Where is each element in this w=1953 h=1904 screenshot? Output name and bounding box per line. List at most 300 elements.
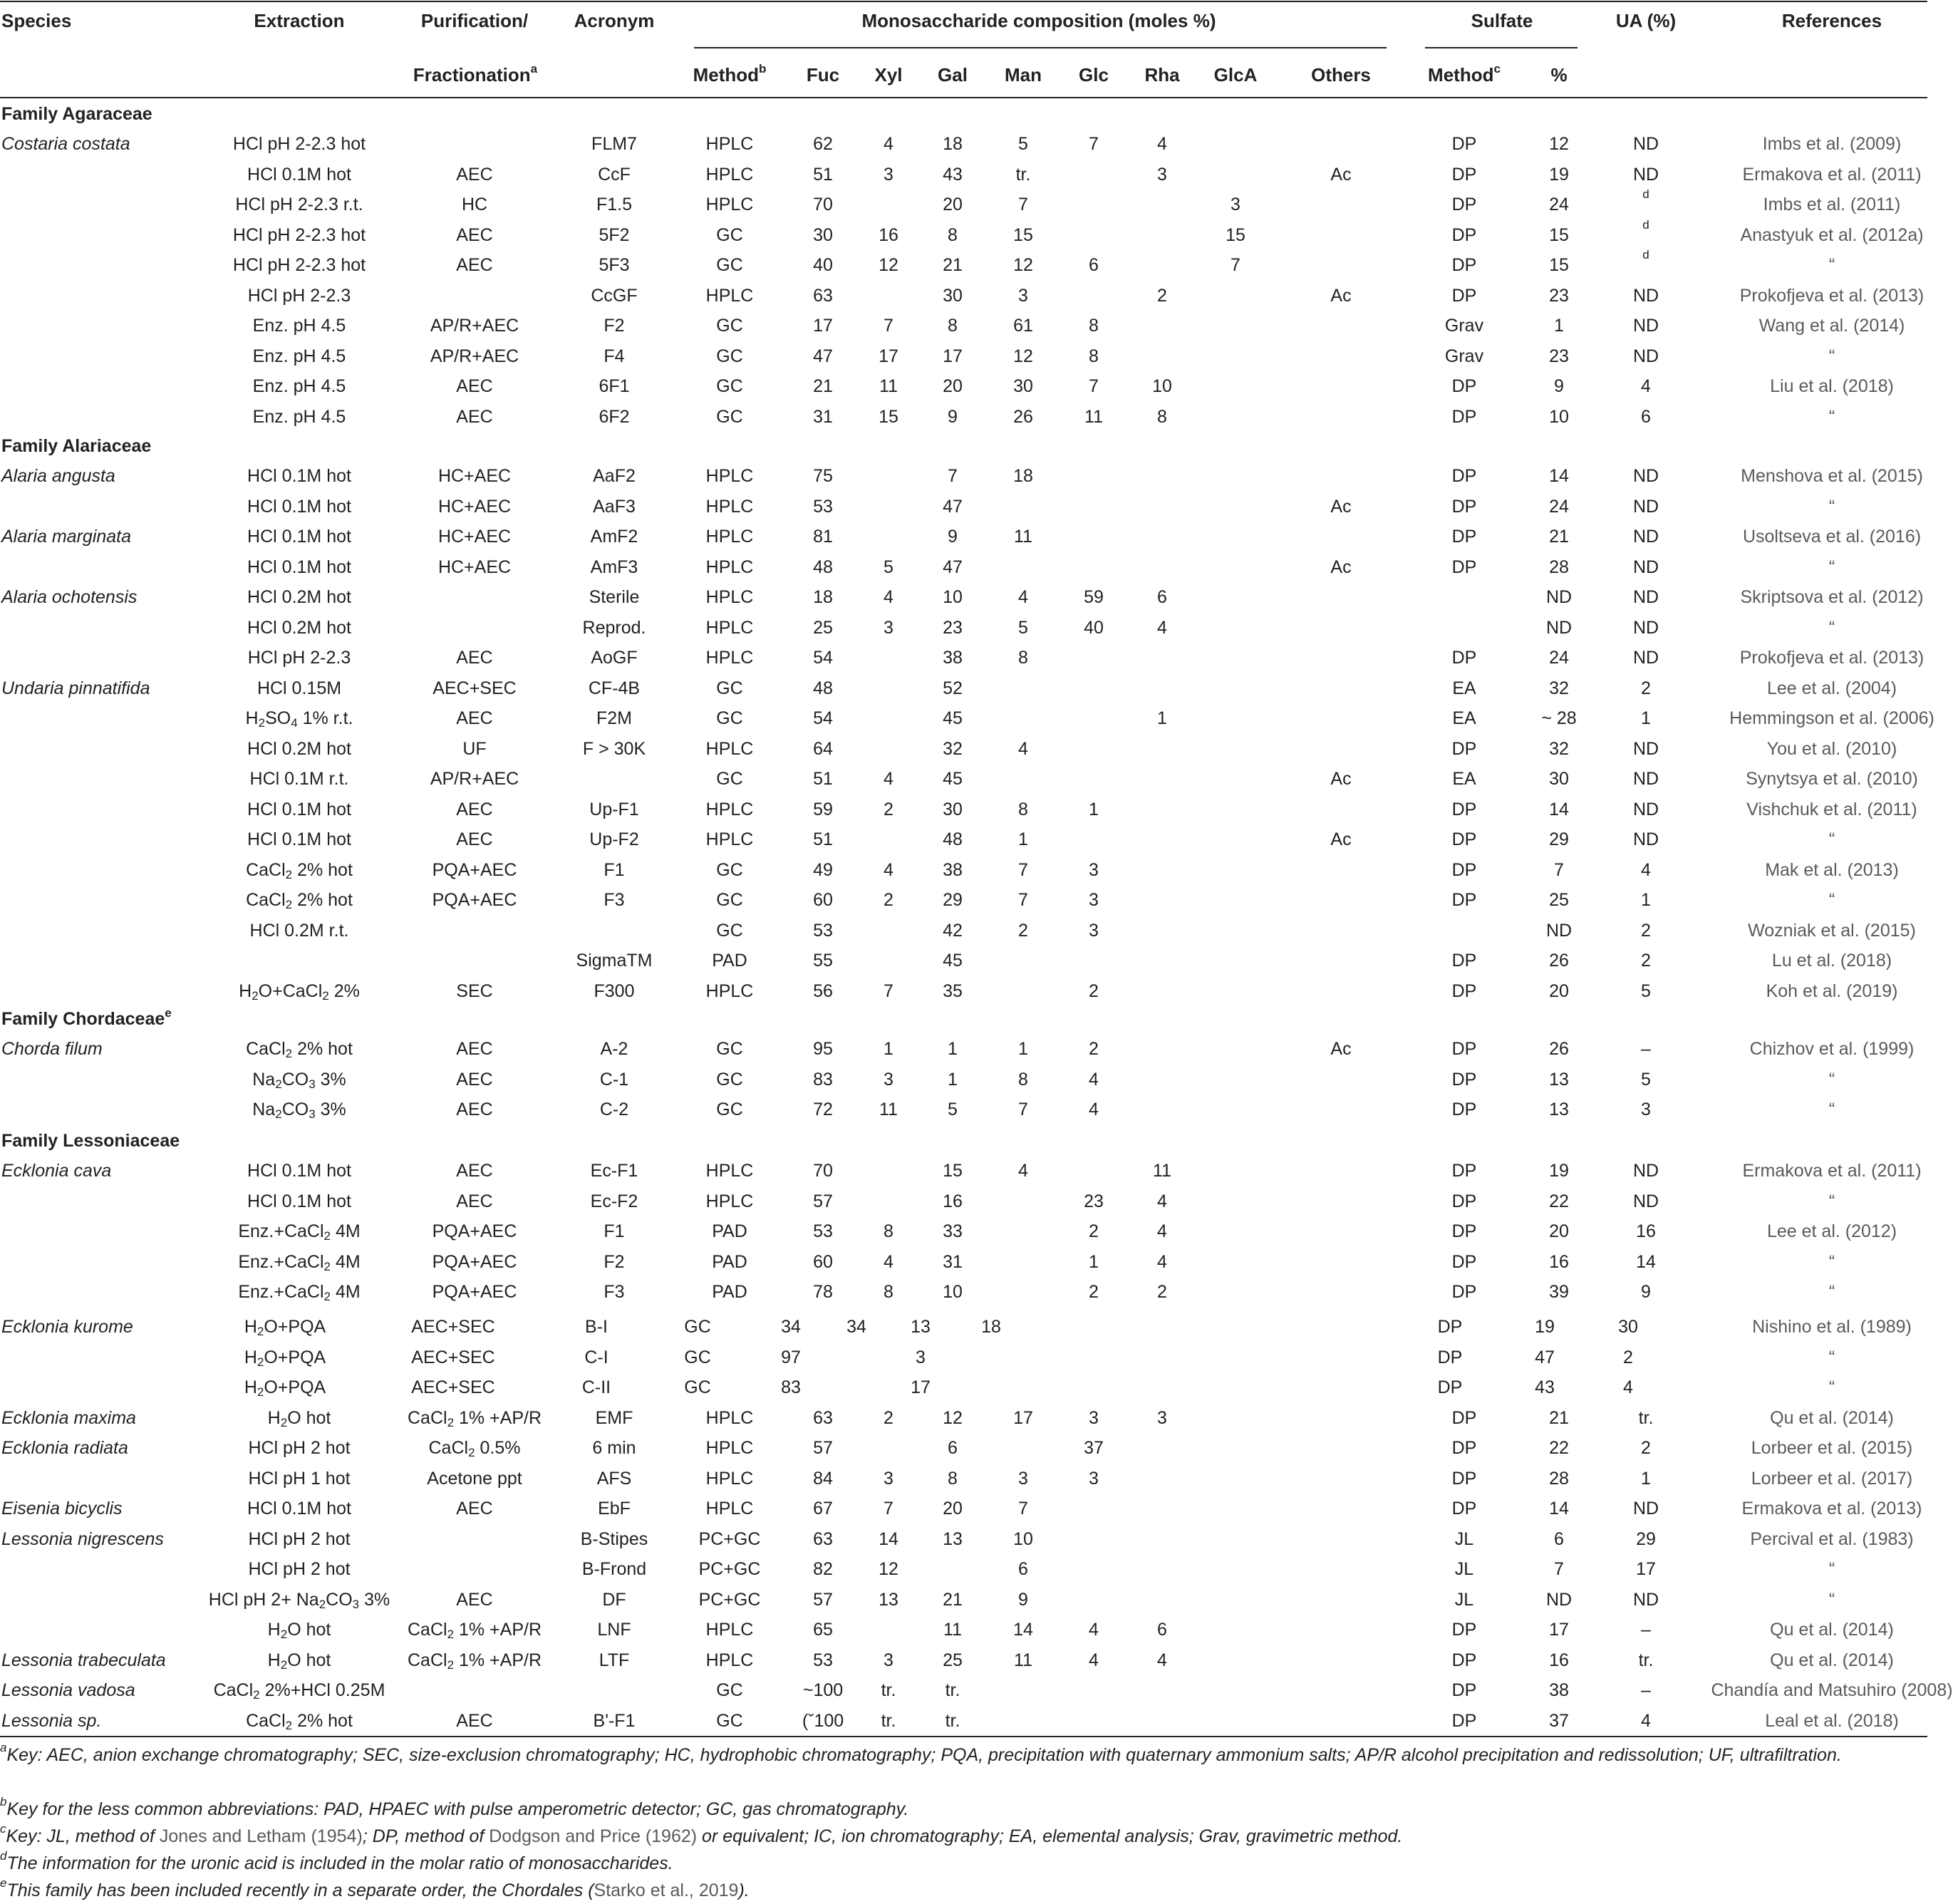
fuc-cell: 53 (813, 496, 833, 517)
reference-cell[interactable]: Koh et al. (2019) (1766, 981, 1898, 1001)
extraction-cell: CaCl$_2$ 2%+HCl 0.25M (213, 1680, 385, 1702)
sulfate-percent-cell: 14 (1549, 1499, 1569, 1518)
reference-cell[interactable]: Ermakova et al. (2011) (1742, 164, 1922, 185)
reference-cell[interactable]: “ (1828, 1347, 1835, 1367)
sulfate-percent-cell: 13 (1549, 1100, 1569, 1119)
reference-cell[interactable]: Lu et al. (2018) (1771, 951, 1892, 971)
header-references: References (1781, 10, 1882, 31)
purification-cell: AEC (456, 1710, 493, 1731)
purification-cell: AEC (456, 1499, 493, 1518)
ua-cell: d (1642, 217, 1649, 232)
method-cell: HPLC (705, 617, 754, 638)
reference-cell[interactable]: Qu et al. (2014) (1770, 1650, 1894, 1670)
extraction-cell: $H_2O+PQA$ (244, 1347, 326, 1369)
glc-cell: 7 (1089, 134, 1099, 154)
reference-cell[interactable]: “ (1828, 406, 1835, 427)
method-cell: GC (716, 1710, 743, 1731)
ua-cell: ND (1632, 134, 1659, 154)
method-cell: GC (716, 1100, 743, 1119)
species-cell: Alaria ochotensis (1, 587, 138, 607)
extraction-cell: HCl pH 2-2.3 (247, 648, 351, 668)
purification-cell: CaCl$_2$ 1% +AP/R (407, 1407, 542, 1429)
man-cell: 4 (1018, 1161, 1028, 1181)
acronym-cell: AmF3 (590, 557, 638, 577)
fuc-cell: 95 (813, 1039, 833, 1059)
gal-cell: tr. (945, 1680, 960, 1700)
method-cell: HPLC (705, 285, 754, 306)
ua-cell: ND (1632, 164, 1659, 185)
purification-cell: AEC (456, 255, 493, 275)
purification-cell: AEC (456, 164, 493, 185)
reference-cell[interactable]: “ (1828, 1589, 1835, 1610)
ua-cell: d (1642, 248, 1649, 262)
purification-cell: PQA+AEC (432, 890, 517, 910)
gal-cell: 10 (943, 1282, 963, 1302)
acronym-cell: Up-F1 (589, 799, 639, 819)
acronym-cell: AoGF (591, 648, 638, 668)
acronym-cell: F2 (603, 316, 625, 336)
reference-cell[interactable]: Lorbeer et al. (2015) (1751, 1438, 1913, 1458)
sulfate-percent-cell: ND (1545, 617, 1573, 638)
sulfate-percent-cell: 23 (1549, 346, 1569, 366)
extraction-cell: HCl 0.1M hot (247, 829, 351, 849)
reference-cell[interactable]: Nishino et al. (1989) (1752, 1317, 1912, 1337)
man-cell: 30 (1013, 376, 1033, 396)
xyl-cell: 3 (884, 164, 893, 185)
reference-cell[interactable]: Qu et al. (2014) (1770, 1407, 1894, 1428)
reference-cell[interactable]: Lee et al. (2004) (1766, 678, 1897, 698)
acronym-cell: C-I (584, 1347, 608, 1367)
acronym-cell: C-II (581, 1377, 611, 1397)
acronym-cell: B'-F1 (593, 1710, 636, 1731)
reference-cell[interactable]: Synytsya et al. (2010) (1746, 769, 1918, 789)
reference-cell[interactable]: “ (1828, 1251, 1835, 1272)
fuc-cell: 21 (813, 376, 833, 396)
rha-cell: 3 (1157, 1407, 1167, 1428)
sulfate-method-cell: DP (1451, 1710, 1477, 1731)
extraction-cell: HCl 0.1M hot (247, 164, 351, 185)
purification-cell: AEC (456, 406, 493, 427)
xyl-cell: 13 (879, 1589, 898, 1610)
footnote-b: $^b$Key for the less common abbreviations: PAD, HPAEC with pulse amperometric detector; GC, gas chromatography. (0, 1795, 909, 1819)
header-fuc: Fuc (806, 64, 840, 86)
reference-cell[interactable]: Usoltseva et al. (2016) (1742, 527, 1922, 547)
man-cell: 1 (1018, 1039, 1028, 1059)
mono-subrule (694, 47, 1387, 48)
acronym-cell: F4 (603, 346, 625, 366)
man-cell: 1 (1018, 829, 1028, 849)
sulfate-percent-cell: 22 (1549, 1191, 1569, 1211)
method-cell: HPLC (705, 738, 754, 759)
xyl-cell: 4 (884, 859, 893, 880)
reference-cell[interactable]: Wang et al. (2014) (1758, 316, 1905, 336)
extraction-cell: HCl 0.2M hot (247, 738, 351, 759)
xyl-cell: 2 (884, 890, 893, 910)
footnote-c-ref-dodgson[interactable]: Dodgson and Price (1962) (489, 1826, 698, 1846)
header-ua: UA (%) (1615, 10, 1677, 31)
acronym-cell: SigmaTM (576, 951, 653, 971)
sulfate-method-cell: DP (1451, 648, 1477, 668)
sulfate-percent-cell: 37 (1549, 1710, 1569, 1731)
xyl-cell: 2 (884, 1407, 893, 1428)
acronym-cell: C-1 (599, 1069, 629, 1090)
ua-cell: 4 (1641, 859, 1651, 880)
extraction-cell: Enz. pH 4.5 (252, 346, 346, 366)
man-cell: 61 (1013, 316, 1033, 336)
sulfate-percent-cell: 13 (1549, 1069, 1569, 1090)
ua-cell: 29 (1636, 1528, 1656, 1549)
rha-cell: 6 (1157, 1620, 1167, 1640)
reference-cell[interactable]: Qu et al. (2014) (1770, 1620, 1894, 1640)
reference-cell[interactable]: “ (1828, 1282, 1835, 1302)
gal-cell: 45 (943, 951, 963, 971)
xyl-cell: 11 (879, 1100, 898, 1119)
ua-cell: 16 (1636, 1221, 1656, 1241)
reference-cell[interactable]: “ (1828, 829, 1835, 849)
reference-cell[interactable]: Skriptsova et al. (2012) (1740, 587, 1924, 607)
sulfate-method-cell: DP (1437, 1347, 1463, 1367)
sulfate-method-cell: DP (1451, 164, 1477, 185)
glc-cell: 2 (1089, 981, 1099, 1001)
sulfate-percent-cell: 24 (1549, 195, 1569, 214)
man-cell: tr. (1015, 164, 1031, 185)
reference-cell[interactable]: Menshova et al. (2015) (1741, 466, 1923, 486)
reference-cell[interactable]: “ (1828, 617, 1835, 638)
extraction-cell: CaCl$_2$ 2% hot (246, 890, 353, 911)
method-cell: PAD (712, 1251, 747, 1272)
species-cell: Undaria pinnatifida (1, 678, 150, 698)
method-cell: GC (684, 1347, 711, 1367)
method-cell: GC (716, 890, 743, 910)
footnote-e-ref-starko[interactable]: Starko et al., 2019 (594, 1880, 739, 1900)
glc-cell: 3 (1089, 1407, 1099, 1428)
ua-cell: ND (1632, 466, 1659, 486)
footnote-c-ref-jones[interactable]: Jones and Letham (1954) (159, 1826, 363, 1846)
fuc-cell: 64 (813, 738, 833, 759)
method-cell: HPLC (705, 587, 754, 607)
gal-cell: 8 (948, 224, 958, 245)
acronym-cell: C-2 (599, 1100, 629, 1119)
gal-cell: 29 (943, 890, 963, 910)
ua-cell: 1 (1641, 890, 1651, 910)
rha-cell: 4 (1157, 1251, 1167, 1272)
man-cell: 4 (1018, 587, 1028, 607)
method-cell: HPLC (705, 829, 754, 849)
fuc-cell: (ˇ100 (802, 1710, 844, 1731)
reference-cell[interactable]: Leal et al. (2018) (1765, 1710, 1899, 1731)
reference-cell[interactable]: Imbs et al. (2011) (1763, 195, 1901, 214)
sulfate-percent-cell: ND (1545, 587, 1573, 607)
method-cell: HPLC (705, 164, 754, 185)
fuc-cell: 62 (813, 134, 833, 154)
ua-cell: 9 (1641, 1282, 1651, 1302)
gal-cell: 10 (943, 587, 963, 607)
purification-cell: HC+AEC (437, 527, 512, 547)
reference-cell[interactable]: Imbs et al. (2009) (1762, 134, 1902, 154)
glc-cell: 2 (1089, 1221, 1099, 1241)
acronym-cell: CcF (598, 164, 631, 185)
reference-cell[interactable]: You et al. (2010) (1766, 738, 1897, 759)
acronym-cell: Ec-F2 (590, 1191, 638, 1211)
header-purification: Purification/ (420, 10, 529, 31)
xyl-cell: tr. (881, 1710, 896, 1731)
species-cell: Ecklonia maxima (1, 1407, 136, 1428)
gal-cell: 1 (948, 1069, 958, 1090)
gal-cell: 9 (948, 406, 958, 427)
glc-cell: 8 (1089, 316, 1099, 336)
xyl-cell: 3 (884, 1468, 893, 1489)
xyl-cell: 12 (879, 1559, 898, 1579)
reference-cell[interactable]: Wozniak et al. (2015) (1748, 920, 1916, 941)
glc-cell: 4 (1089, 1069, 1099, 1090)
reference-cell[interactable]: Prokofjeva et al. (2013) (1739, 648, 1924, 668)
man-cell: 7 (1018, 1100, 1028, 1119)
reference-cell[interactable]: Ermakova et al. (2013) (1741, 1499, 1922, 1518)
man-cell: 11 (1014, 527, 1032, 547)
ua-cell: 2 (1623, 1347, 1633, 1367)
reference-cell[interactable]: Lee et al. (2012) (1766, 1221, 1897, 1241)
ua-cell: 30 (1618, 1317, 1638, 1337)
ua-cell: 5 (1641, 981, 1651, 1001)
reference-cell[interactable]: “ (1828, 255, 1835, 275)
fuc-cell: 57 (813, 1191, 833, 1211)
acronym-cell: 6F1 (599, 376, 630, 396)
gal-cell: tr. (945, 1710, 960, 1731)
reference-cell[interactable]: Anastyuk et al. (2012a) (1740, 224, 1924, 245)
fuc-cell: 60 (813, 1251, 833, 1272)
fuc-cell: 53 (813, 1650, 833, 1670)
reference-cell[interactable]: Prokofjeva et al. (2013) (1739, 285, 1924, 306)
gal-cell: 21 (943, 1589, 963, 1610)
purification-cell: AEC (456, 1161, 493, 1181)
header-man: Man (1005, 64, 1042, 86)
gal-cell: 47 (943, 496, 963, 517)
sulfate-method-cell: DP (1451, 1100, 1477, 1119)
ua-cell: 3 (1641, 1100, 1651, 1119)
reference-cell[interactable]: “ (1828, 1559, 1835, 1579)
fuc-cell: 57 (813, 1438, 833, 1458)
glc-cell: 1 (1089, 1251, 1099, 1272)
acronym-cell: F1.5 (596, 195, 633, 214)
table-top-rule (0, 1, 1927, 2)
man-cell: 8 (1018, 799, 1028, 819)
glc-cell: 2 (1089, 1039, 1099, 1059)
sulfate-method-cell: DP (1451, 1039, 1477, 1059)
acronym-cell: LNF (597, 1620, 631, 1640)
method-cell: GC (716, 255, 743, 275)
fuc-cell: 51 (813, 769, 833, 789)
purification-cell: SEC (456, 981, 493, 1001)
extraction-cell: $Na_2CO_3$ 3% (252, 1100, 346, 1121)
fuc-cell: 63 (813, 1528, 833, 1549)
table-bottom-rule (0, 1736, 1927, 1737)
glc-cell: 40 (1084, 617, 1104, 638)
purification-cell: UF (462, 738, 487, 759)
sulfate-method-cell: DP (1451, 1680, 1477, 1700)
sulfate-method-cell: DP (1451, 1499, 1477, 1518)
extraction-cell: HCl 0.1M r.t. (249, 769, 349, 789)
gal-cell: 30 (943, 285, 963, 306)
reference-cell[interactable]: “ (1828, 890, 1835, 910)
purification-cell: PQA+AEC (432, 1282, 517, 1302)
man-cell: 8 (1018, 1069, 1028, 1090)
xyl-cell: 4 (884, 769, 893, 789)
reference-cell[interactable]: “ (1828, 496, 1835, 517)
ua-cell: ND (1632, 496, 1659, 517)
purification-cell: AEC (456, 1100, 493, 1119)
sulfate-method-cell: DP (1451, 255, 1477, 275)
fuc-cell: 84 (813, 1468, 833, 1489)
sulfate-percent-cell: 28 (1549, 1468, 1569, 1489)
fuc-cell: 67 (813, 1499, 833, 1518)
gal-cell: 38 (943, 648, 963, 668)
xyl-cell: 7 (884, 981, 893, 1001)
sulfate-percent-cell: 30 (1549, 769, 1569, 789)
ua-cell: 6 (1641, 406, 1651, 427)
extraction-cell: HCl pH 2 hot (248, 1528, 351, 1549)
fuc-cell: 75 (813, 466, 833, 486)
sulfate-percent-cell: ND (1545, 1589, 1573, 1610)
purification-cell: HC+AEC (437, 557, 512, 577)
man-cell: 7 (1018, 859, 1028, 880)
method-cell: GC (716, 376, 743, 396)
purification-cell: AEC (456, 224, 493, 245)
species-cell: Ecklonia cava (1, 1161, 112, 1181)
gal-cell: 12 (943, 1407, 963, 1428)
gal-cell: 25 (943, 1650, 963, 1670)
rha-cell: 4 (1157, 1221, 1167, 1241)
method-cell: HPLC (705, 527, 754, 547)
reference-cell[interactable]: Chandía and Matsuhiro (2008) (1711, 1680, 1953, 1700)
sulfate-percent-cell: 29 (1549, 829, 1569, 849)
fuc-cell: 53 (813, 920, 833, 941)
purification-cell: AP/R+AEC (430, 346, 519, 366)
xyl-cell: 2 (884, 799, 893, 819)
purification-cell: HC+AEC (437, 496, 512, 517)
gal-cell: 42 (943, 920, 963, 941)
sulfate-percent-cell: 25 (1549, 890, 1569, 910)
gal-cell: 52 (943, 678, 963, 698)
sulfate-method-cell: DP (1451, 496, 1477, 517)
fuc-cell: 53 (813, 1221, 833, 1241)
sulfate-percent-cell: 15 (1549, 224, 1569, 245)
fuc-cell: 97 (781, 1347, 801, 1367)
species-cell: Lessonia sp. (1, 1710, 102, 1731)
purification-cell: Acetone ppt (427, 1468, 522, 1489)
sulfate-percent-cell: 38 (1549, 1680, 1569, 1700)
gal-cell: 43 (943, 164, 963, 185)
man-cell: 3 (1018, 1468, 1028, 1489)
sulfate-percent-cell: 9 (1554, 376, 1564, 396)
reference-cell[interactable]: “ (1828, 1191, 1835, 1211)
reference-cell[interactable]: Vishchuk et al. (2011) (1746, 799, 1917, 819)
sulfate-percent-cell: 19 (1535, 1317, 1555, 1337)
purification-cell: AEC (456, 829, 493, 849)
reference-cell[interactable]: Liu et al. (2018) (1770, 376, 1894, 396)
purification-cell: AEC (456, 1589, 493, 1610)
xyl-cell: 14 (879, 1528, 898, 1549)
glc-cell: 4 (1089, 1100, 1099, 1119)
fuc-cell: 54 (813, 708, 833, 728)
acronym-cell: F3 (603, 1282, 625, 1302)
rha-cell: 4 (1157, 617, 1167, 638)
fuc-cell: 78 (813, 1282, 833, 1302)
sulfate-percent-cell: 7 (1554, 859, 1564, 880)
header-species: Species (1, 10, 72, 31)
sulfate-percent-cell: 28 (1549, 557, 1569, 577)
gal-cell: 15 (943, 1161, 963, 1181)
sulfate-method-cell: JL (1454, 1589, 1474, 1610)
header-fractionation: Fractionation$^a$ (413, 62, 538, 86)
fuc-cell: ~100 (802, 1680, 844, 1700)
gal-cell: 8 (948, 316, 958, 336)
method-cell: GC (684, 1317, 711, 1337)
reference-cell[interactable]: Ermakova et al. (2011) (1742, 1161, 1922, 1181)
xyl-cell: 8 (884, 1221, 893, 1241)
glca-cell: 3 (1231, 195, 1240, 214)
fuc-cell: 30 (813, 224, 833, 245)
reference-cell[interactable]: “ (1828, 346, 1835, 366)
reference-cell[interactable]: Chizhov et al. (1999) (1749, 1039, 1915, 1059)
fuc-cell: 60 (813, 890, 833, 910)
xyl-cell: 3 (884, 1069, 893, 1090)
method-cell: PAD (712, 1221, 747, 1241)
fuc-cell: 34 (781, 1317, 801, 1337)
method-cell: HPLC (705, 981, 754, 1001)
xyl-cell: 3 (884, 1650, 893, 1670)
sulfate-percent-cell: 16 (1549, 1251, 1569, 1272)
acronym-cell: F1 (603, 1221, 625, 1241)
fuc-cell: 48 (813, 678, 833, 698)
extraction-cell: $H_2O$ hot (267, 1407, 331, 1429)
gal-cell: 47 (943, 557, 963, 577)
extraction-cell: HCl 0.2M hot (247, 587, 351, 607)
purification-cell: AEC+SEC (432, 678, 517, 698)
reference-cell[interactable]: “ (1828, 557, 1835, 577)
purification-cell: PQA+AEC (432, 859, 517, 880)
reference-cell[interactable]: Lorbeer et al. (2017) (1751, 1468, 1913, 1489)
reference-cell[interactable]: Hemmingson et al. (2006) (1729, 708, 1934, 728)
sulfate-percent-cell: 20 (1549, 1221, 1569, 1241)
species-cell: Eisenia bicyclis (1, 1499, 123, 1518)
fuc-cell: 48 (813, 557, 833, 577)
xyl-cell: 7 (884, 316, 893, 336)
reference-cell[interactable]: Mak et al. (2013) (1765, 859, 1899, 880)
fuc-cell: 25 (813, 617, 833, 638)
sulfate-percent-cell: 14 (1549, 799, 1569, 819)
reference-cell[interactable]: “ (1828, 1377, 1835, 1397)
acronym-cell: FLM7 (591, 134, 637, 154)
acronym-cell: F2M (596, 708, 632, 728)
purification-cell: HC (461, 195, 488, 214)
header-gal: Gal (938, 64, 968, 86)
fuc-cell: 54 (813, 648, 833, 668)
xyl-cell: 15 (879, 406, 898, 427)
acronym-cell: 6 min (592, 1438, 636, 1458)
gal-cell: 33 (943, 1221, 963, 1241)
reference-cell[interactable]: “ (1828, 1100, 1835, 1119)
sulfate-percent-cell: 12 (1549, 134, 1569, 154)
acronym-cell: B-I (585, 1317, 608, 1337)
extraction-cell: HCl 0.2M r.t. (249, 920, 349, 941)
gal-cell: 13 (911, 1317, 931, 1337)
fuc-cell: 51 (813, 829, 833, 849)
reference-cell[interactable]: Percival et al. (1983) (1750, 1528, 1914, 1549)
reference-cell[interactable]: “ (1828, 1069, 1835, 1090)
sulfate-percent-cell: 24 (1549, 496, 1569, 517)
ua-cell: 14 (1636, 1251, 1656, 1272)
species-cell: Lessonia vadosa (1, 1680, 135, 1700)
